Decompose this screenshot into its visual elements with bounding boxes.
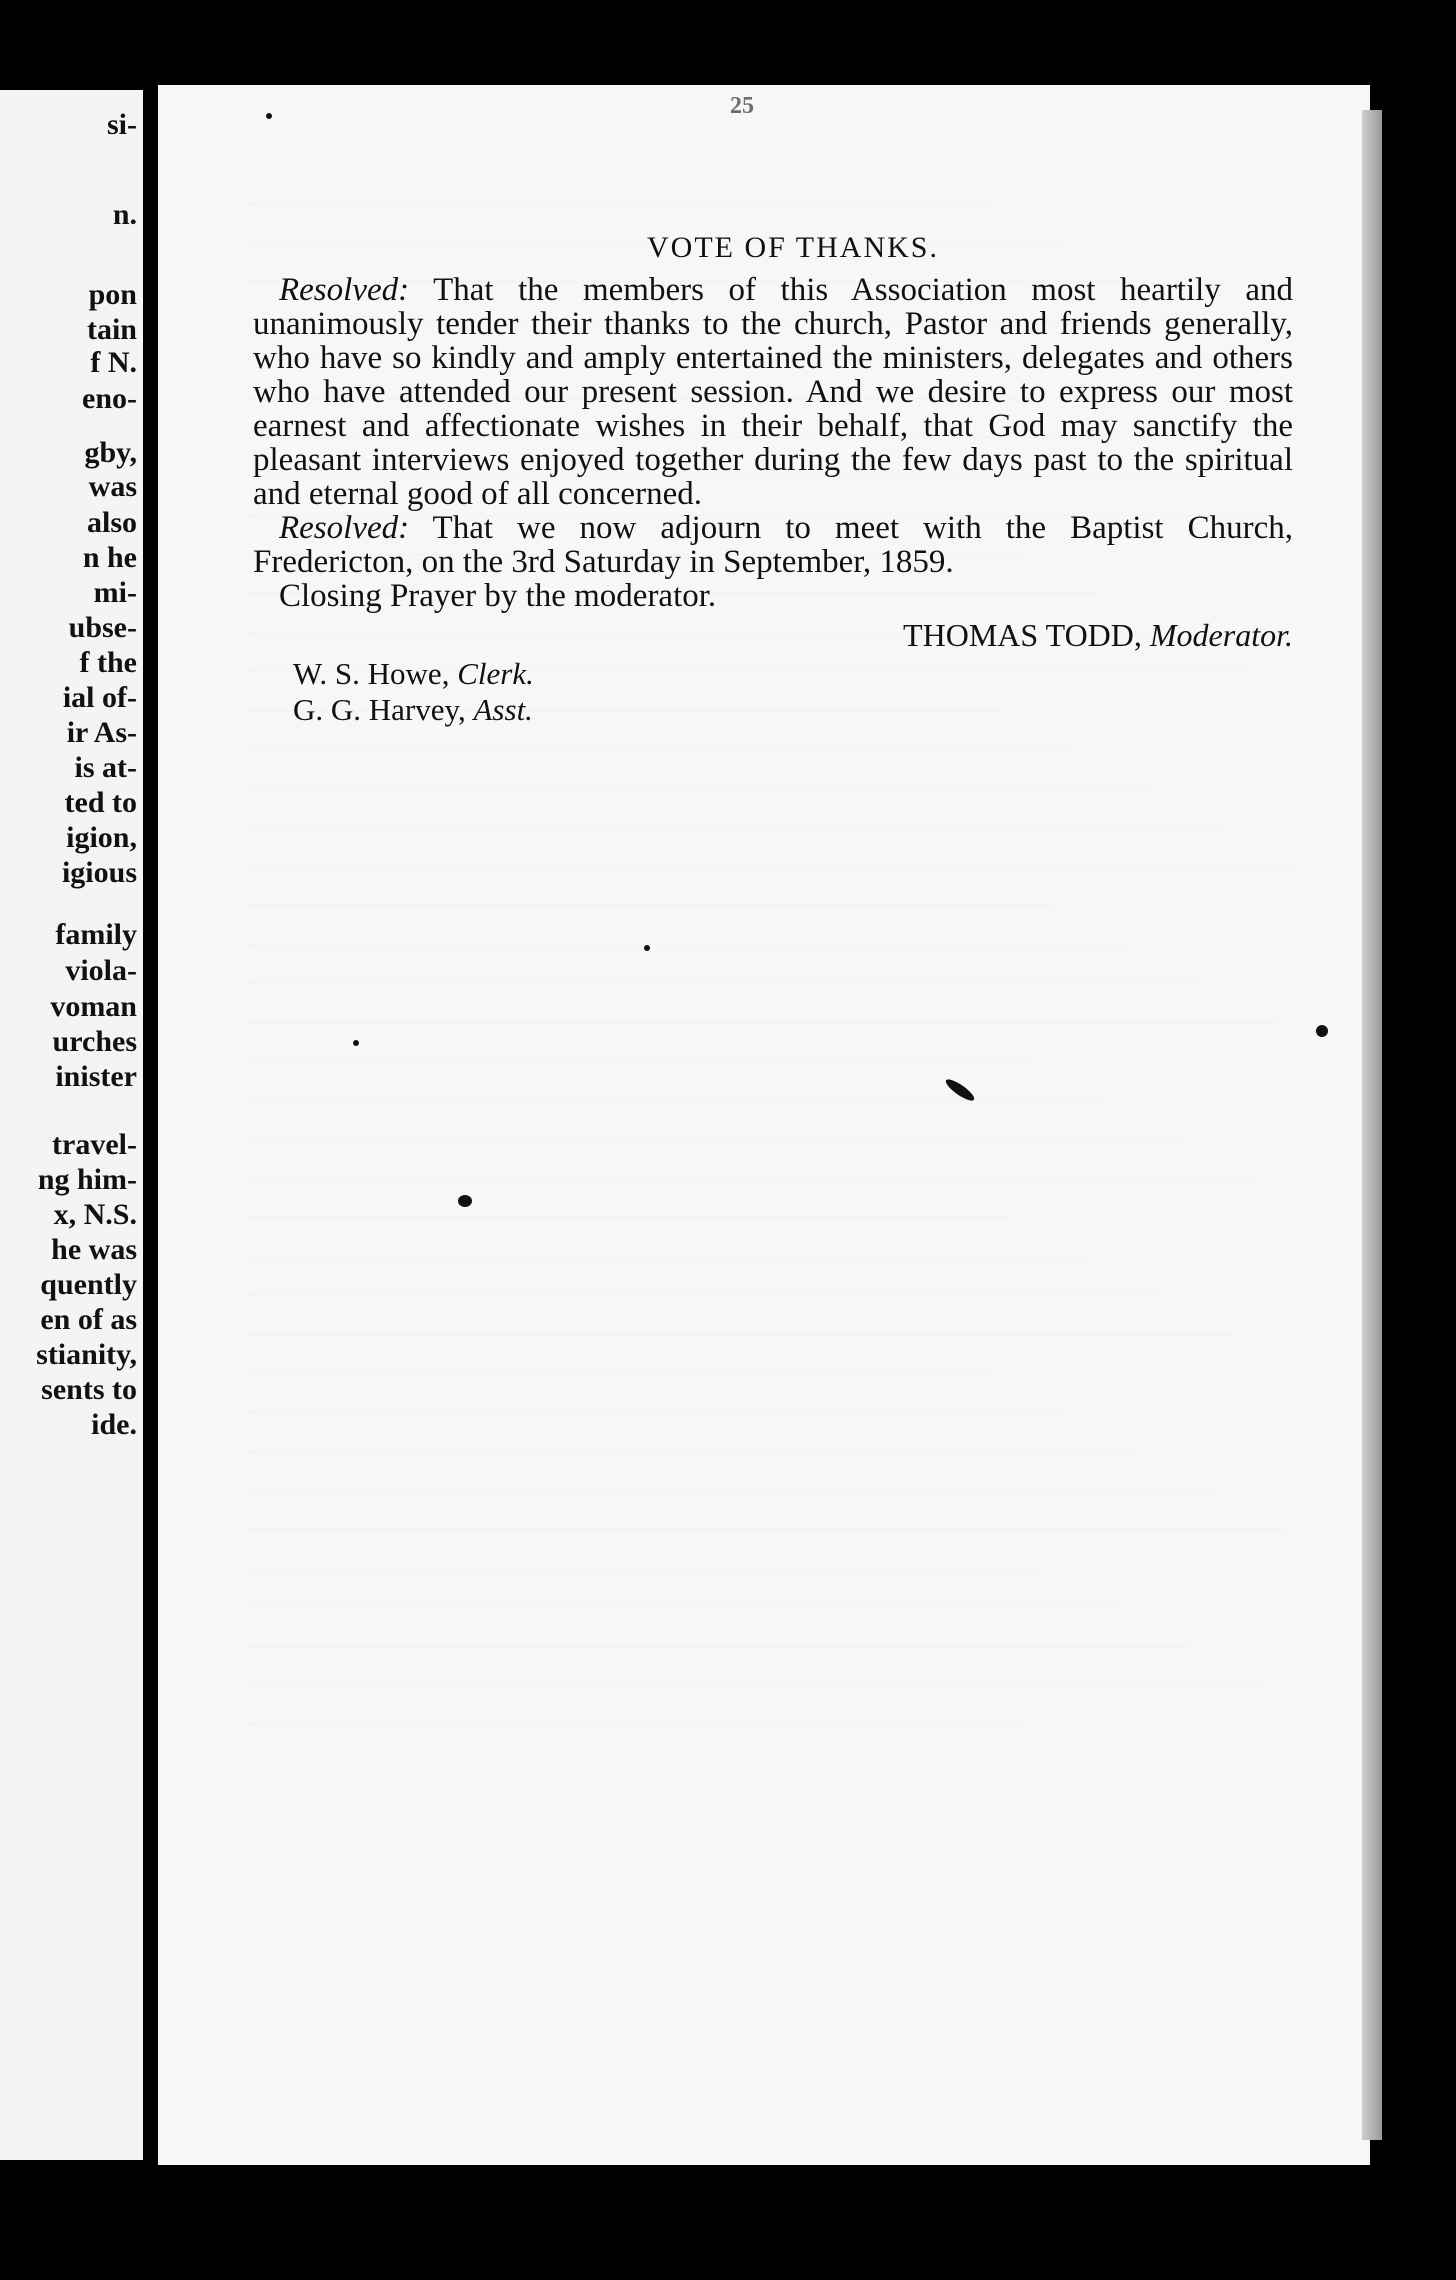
show-through-line	[248, 1608, 1191, 1647]
page-heading: VOTE OF THANKS.	[647, 231, 939, 264]
show-through-line	[248, 1452, 1213, 1491]
left-fragment: pon	[88, 278, 137, 311]
left-fragment: ted to	[64, 786, 137, 819]
clerk-role: Asst.	[473, 692, 533, 727]
show-through-line	[248, 750, 1149, 789]
resolution-text: That we now adjourn to meet with the Baptist Church, Fredericton, on the 3rd Saturday in September, 1859.	[253, 510, 1294, 580]
show-through-line	[248, 1101, 1181, 1140]
show-through-line	[248, 1647, 1266, 1686]
left-fragment: stianity,	[36, 1338, 137, 1371]
main-page	[158, 85, 1370, 2165]
show-through-line	[248, 1569, 1117, 1608]
left-fragment: sents to	[41, 1373, 137, 1406]
left-fragment: inister	[55, 1060, 137, 1093]
show-through-line	[248, 1686, 1022, 1725]
left-fragment: igion,	[66, 821, 137, 854]
clerk-entry	[293, 656, 1293, 692]
show-through-line	[248, 1413, 1138, 1452]
closing-prayer: Closing Prayer by the moderator.	[279, 578, 717, 614]
show-through-line	[248, 1023, 1032, 1062]
left-fragment: is at-	[74, 751, 137, 784]
resolved-label: Resolved:	[279, 510, 410, 546]
ink-speck	[353, 1040, 359, 1046]
left-fragment: gby,	[84, 436, 137, 469]
moderator-name: THOMAS TODD,	[903, 617, 1142, 653]
clerk-list	[293, 656, 1293, 728]
resolution-paragraph	[253, 511, 1293, 579]
left-fragment: f the	[79, 646, 137, 679]
clerk-name: W. S. Howe,	[293, 656, 450, 691]
show-through-line	[248, 906, 1128, 945]
moderator-signature	[253, 617, 1293, 654]
left-fragment: he was	[51, 1233, 137, 1266]
show-through-line	[248, 1491, 1287, 1530]
show-through-line	[248, 789, 1223, 828]
show-through-line	[248, 828, 1297, 867]
left-fragment: n.	[112, 198, 137, 231]
show-through-line	[248, 1179, 1011, 1218]
left-fragment: en of as	[40, 1303, 137, 1336]
left-fragment: tain	[86, 313, 137, 346]
left-page-fragment	[0, 90, 143, 2160]
left-fragment: viola-	[65, 954, 137, 987]
show-through-line	[248, 1218, 1085, 1257]
left-fragment: travel-	[52, 1128, 137, 1161]
left-fragment: ide.	[91, 1408, 137, 1441]
show-through-line	[248, 984, 1276, 1023]
page-number: 25	[730, 93, 754, 119]
left-fragment: also	[86, 506, 137, 539]
left-fragment: igious	[61, 856, 137, 889]
left-fragment: f N.	[90, 346, 137, 379]
show-through-line	[248, 1062, 1107, 1101]
page-edge-shadow	[1362, 110, 1382, 2140]
left-fragment: eno-	[82, 382, 137, 415]
show-through-line	[248, 867, 1054, 906]
show-through-line	[248, 1257, 1160, 1296]
left-fragment: ng him-	[37, 1163, 137, 1196]
ink-speck	[644, 945, 650, 951]
resolved-label: Resolved:	[279, 272, 410, 308]
moderator-title: Moderator.	[1149, 617, 1293, 653]
clerk-entry	[293, 692, 1293, 728]
ink-speck	[1316, 1025, 1328, 1037]
show-through-line	[248, 945, 1202, 984]
show-through-line	[248, 1140, 1255, 1179]
page-content	[253, 147, 1293, 728]
show-through-line	[248, 1530, 1043, 1569]
resolution-paragraph	[253, 273, 1293, 511]
left-fragment: si-	[107, 108, 137, 141]
clerk-role: Clerk.	[457, 656, 534, 691]
ink-speck	[458, 1195, 472, 1207]
left-fragment: urches	[52, 1025, 137, 1058]
left-fragment: mi-	[93, 576, 137, 609]
show-through-line	[248, 1296, 1234, 1335]
ink-speck	[266, 113, 272, 119]
left-fragment: x, N.S.	[53, 1198, 137, 1231]
left-fragment: n he	[82, 541, 137, 574]
left-fragment: family	[55, 918, 137, 951]
clerk-name: G. G. Harvey,	[293, 692, 466, 727]
show-through-line	[248, 1335, 990, 1374]
left-fragment: ial of-	[62, 681, 137, 714]
left-fragment: quently	[40, 1268, 137, 1301]
resolution-text: That the members of this Association most heartily and unanimously tender their thanks to the church, Pastor and friends generally, who have so kindly and amply entertained the ministers, delegates and others who have attended our present session. And we desire to express our most earnest and affectionate wishes in their behalf, that God may sanctify the pleasant interviews enjoyed together during the few days past to the spiritual and eternal good of all concerned.	[253, 272, 1294, 512]
left-fragment: voman	[50, 990, 137, 1023]
left-fragment: ir As-	[66, 716, 137, 749]
left-fragment: was	[88, 470, 137, 503]
gutter-divider	[143, 88, 151, 2163]
left-fragment: ubse-	[68, 611, 137, 644]
show-through-line	[248, 1374, 1064, 1413]
